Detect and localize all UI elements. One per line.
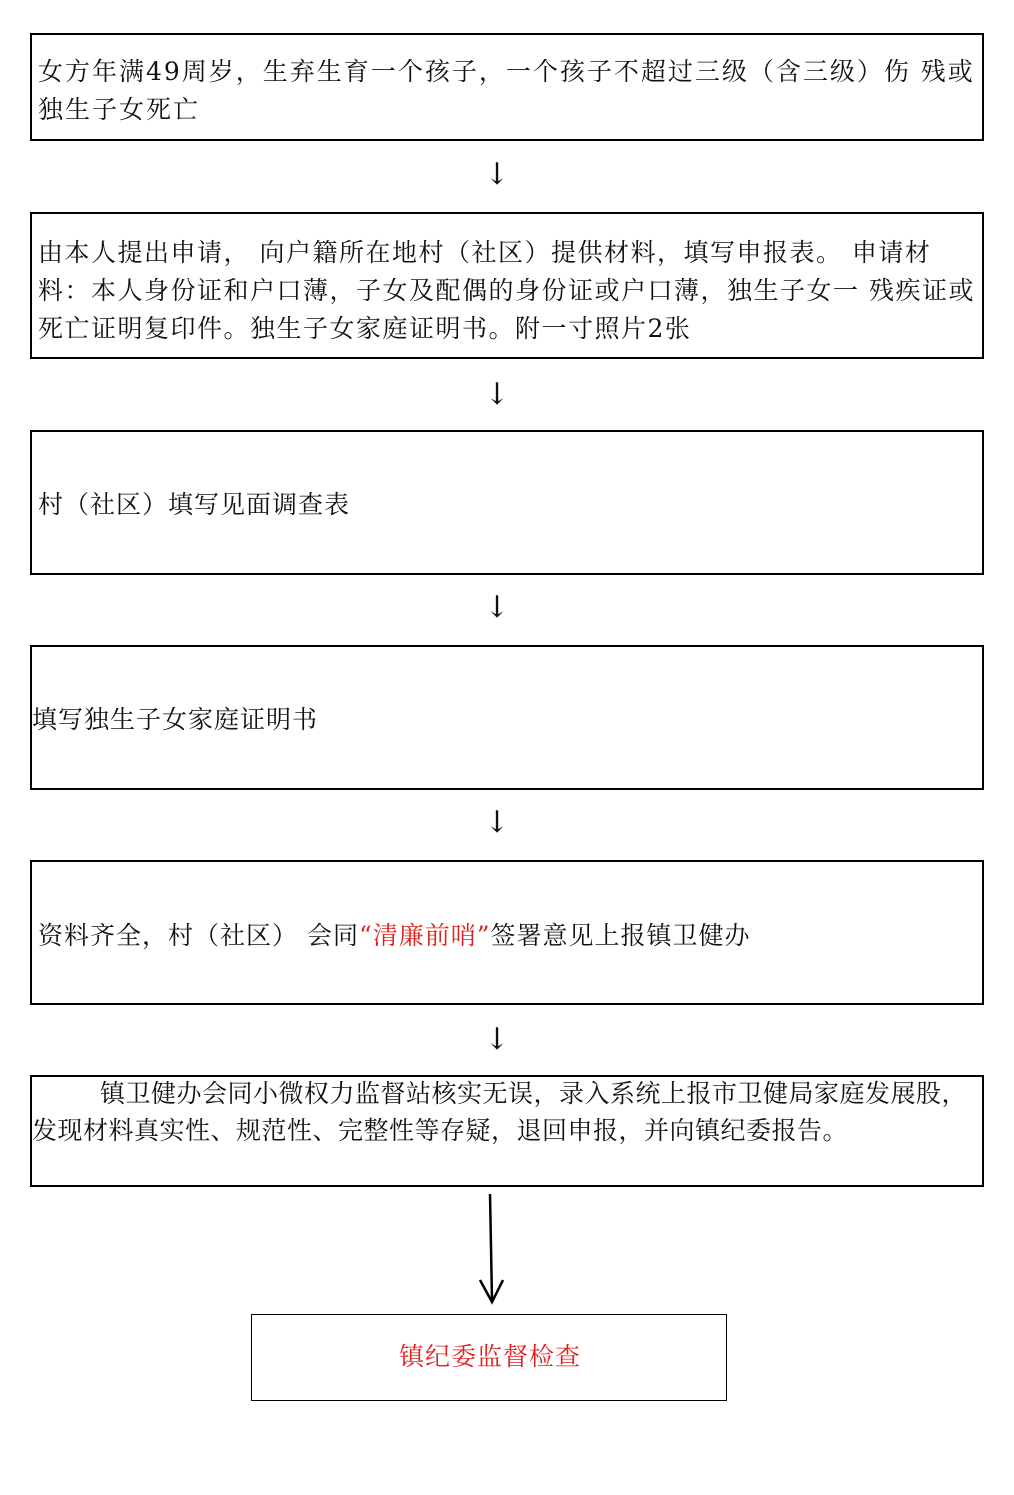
step-5-box (30, 860, 984, 1005)
arrow-4: ↓ (484, 805, 510, 840)
step-5-text-before: 资料齐全，村（社区） 会同 (38, 921, 359, 950)
final-box (251, 1314, 727, 1401)
step-1-text: 女方年满49周岁，生弃生育一个孩子，一个孩子不超过三级（含三级）伤 残或独生子女死亡 (38, 57, 975, 124)
step-4-box (30, 645, 984, 790)
arrow-1: ↓ (484, 157, 510, 192)
step-3-box (30, 430, 984, 575)
step-5-text (38, 917, 968, 955)
step-6-text: 镇卫健办会同小微权力监督站核实无误，录入系统上报市卫健局家庭发展股，发现材料真实性、规范性、完整性等存疑，退回申报，并向镇纪委报告。 (32, 1079, 968, 1145)
final-text: 镇纪委监督检查 (398, 1342, 581, 1371)
step-4-text: 填写独生子女家庭证明书 (32, 705, 319, 734)
long-arrow (470, 1190, 510, 1310)
step-5-text-after: 签署意见上报镇卫健办 (490, 921, 751, 950)
step-2-box (30, 212, 984, 359)
arrow-3: ↓ (484, 590, 510, 625)
step-3-text: 村（社区）填写见面调查表 (38, 490, 351, 519)
step-1-box (30, 33, 984, 141)
step-5-highlight: “清廉前哨” (358, 921, 491, 950)
step-6-box (30, 1075, 984, 1187)
arrow-5: ↓ (484, 1022, 510, 1057)
arrow-2: ↓ (484, 377, 510, 412)
step-2-text: 由本人提出申请， 向户籍所在地村（社区）提供材料，填写申报表。 申请材料：本人身份证和户口薄，子女及配偶的身份证或户口薄，独生子女一 残疾证或死亡证明复印件。独生子女家庭证明书。附一寸照片2张 (38, 238, 975, 343)
